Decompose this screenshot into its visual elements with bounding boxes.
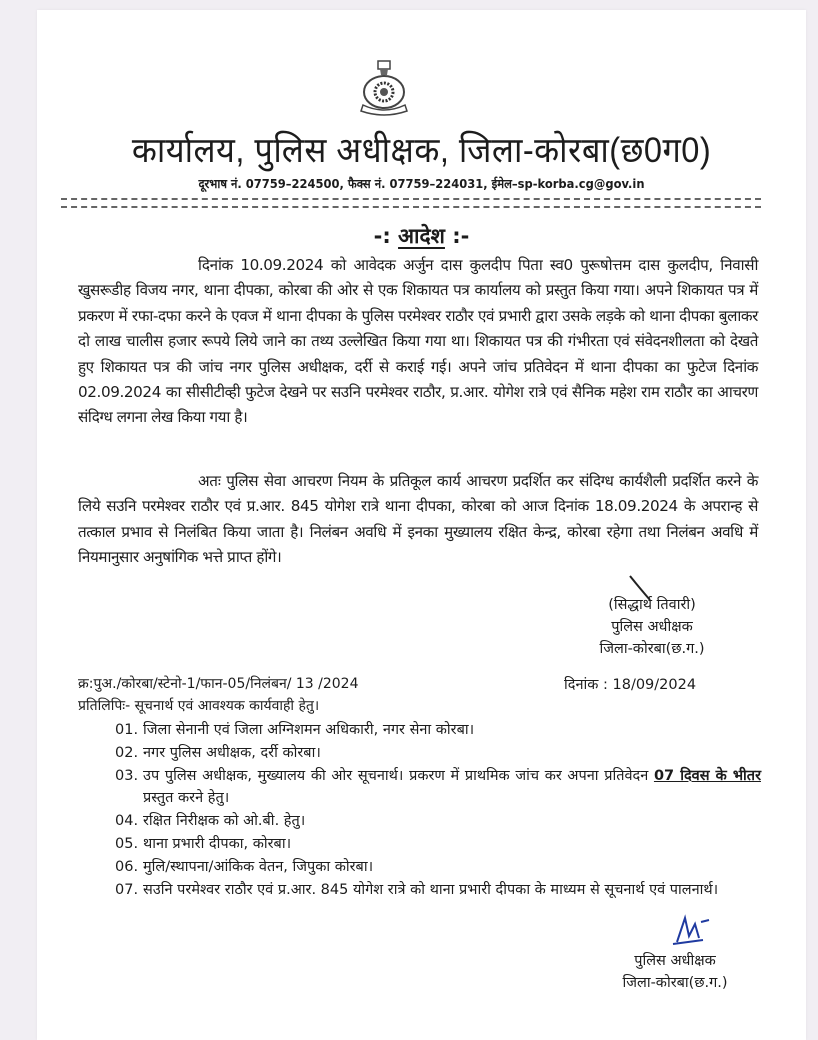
copy-list-item: 02. नगर पुलिस अधीक्षक, दर्री कोरबा। bbox=[115, 744, 321, 761]
order-heading bbox=[37, 222, 806, 250]
copy-list-item: 05. थाना प्रभारी दीपका, कोरबा। bbox=[115, 835, 292, 852]
order-date: दिनांक : 18/09/2024 bbox=[564, 677, 697, 693]
copy-heading: प्रतिलिपिः- सूचनार्थ एवं आवश्यक कार्यवाही हेतु। bbox=[78, 698, 320, 714]
signatory-designation: पुलिस अधीक्षक bbox=[611, 619, 693, 635]
footer-district: जिला-कोरबा(छ.ग.) bbox=[622, 975, 728, 991]
order-paragraph-1 bbox=[78, 253, 758, 431]
copy-list-item: 06. मुलि/स्थापना/आंकिक वेतन, जिपुका कोरबा। bbox=[115, 858, 374, 875]
copy-list-item: 04. रक्षित निरीक्षक को ओ.बी. हेतु। bbox=[115, 813, 306, 830]
heading-suffix: :- bbox=[452, 224, 470, 248]
signature-icon bbox=[667, 912, 717, 948]
signatory-district: जिला-कोरबा(छ.ग.) bbox=[599, 641, 705, 657]
signatory-block bbox=[562, 594, 742, 660]
copy-list-item: 03. उप पुलिस अधीक्षक, मुख्यालय की ओर सूचनार्थ। प्रकरण में प्राथमिक जांच कर अपना प्रतिवेदन 07 दिवस के भीतर प्रस्तुत करने हेतु। bbox=[115, 767, 761, 807]
deadline-underlined: 07 दिवस के भीतर bbox=[653, 767, 761, 784]
footer-designation: पुलिस अधीक्षक bbox=[634, 953, 716, 969]
header-separator bbox=[61, 198, 761, 208]
paragraph-1-text: दिनांक 10.09.2024 को आवेदक अर्जुन दास कुलदीप पिता स्व0 पुरूषोत्तम दास कुलदीप, निवासी खुसरूडीह विजय नगर, थाना दीपका, कोरबा की ओर से एक शिकायत पत्र कार्यालय को प्रस्तुत किया गया। अपने शिकायत पत्र में प्रकरण में रफा-दफा करने के एवज में थाना दीपका के पुलिस परमेश्वर राठौर एवं प्रभारी द्वारा उसके लड़के को थाना दीपका बुलाकर दो लाख चालीस हजार रूपये लिये जाने का तथ्य उल्लेखित किया गया था। शिकायत पत्र की गंभीरता एवं संवेदनशीलता को देखते हुए शिकायत पत्र की जांच नगर पुलिस अधीक्षक, दर्री से कराई गई। अपने जांच प्रतिवेदन में थाना दीपका का फुटेज दिनांक 02.09.2024 का सीसीटीव्ही फुटेज देखने पर सउनि परमेश्वर राठौर, प्र.आर. योगेश रात्रे एवं सैनिक महेश राम राठौर का आचरण संदिग्ध लगना लेख किया गया है। bbox=[78, 256, 758, 427]
order-paragraph-2 bbox=[78, 469, 758, 571]
contact-line: दूरभाष नं. 07759–224500, फैक्स नं. 07759–224031, ईमेल–sp-korba.cg@gov.in bbox=[198, 176, 645, 191]
heading-text: आदेश bbox=[398, 224, 445, 248]
copy-list bbox=[115, 719, 761, 901]
reference-number: क्र:पुअ./कोरबा/स्टेनो-1/फान-05/निलंबन/ 13 /2024 bbox=[78, 676, 359, 692]
copy-list-item: 01. जिला सेनानी एवं जिला अग्निशमन अधिकारी, नगर सेना कोरबा। bbox=[115, 722, 475, 738]
signatory-name: (सिद्धार्थ तिवारी) bbox=[608, 597, 696, 613]
police-emblem-icon bbox=[349, 59, 419, 121]
document-page bbox=[37, 10, 806, 1040]
paragraph-2-text: अतः पुलिस सेवा आचरण नियम के प्रतिकूल कार्य आचरण प्रदर्शित कर संदिग्ध कार्यशैली प्रदर्शित करने के लिये सउनि परमेश्वर राठौर एवं प्र.आर. 845 योगेश रात्रे थाना दीपका, कोरबा को आज दिनांक 18.09.2024 के अपरान्ह से तत्काल प्रभाव से निलंबित किया जाता है। निलंबन अवधि में इनका मुख्यालय रक्षित केन्द्र, कोरबा रहेगा तथा निलंबन अवधि में नियमानुसार अनुषांगिक भत्ते प्राप्त होंगे। bbox=[78, 472, 758, 567]
footer-signatory-block bbox=[600, 950, 750, 994]
heading-prefix: -: bbox=[373, 224, 391, 248]
office-title: कार्यालय, पुलिस अधीक्षक, जिला-कोरबा(छ0ग0) bbox=[131, 131, 712, 170]
copy-list-item: 07. सउनि परमेश्वर राठौर एवं प्र.आर. 845 योगेश रात्रे को थाना प्रभारी दीपका के माध्यम से सूचनार्थ एवं पालनार्थ। bbox=[115, 881, 719, 898]
